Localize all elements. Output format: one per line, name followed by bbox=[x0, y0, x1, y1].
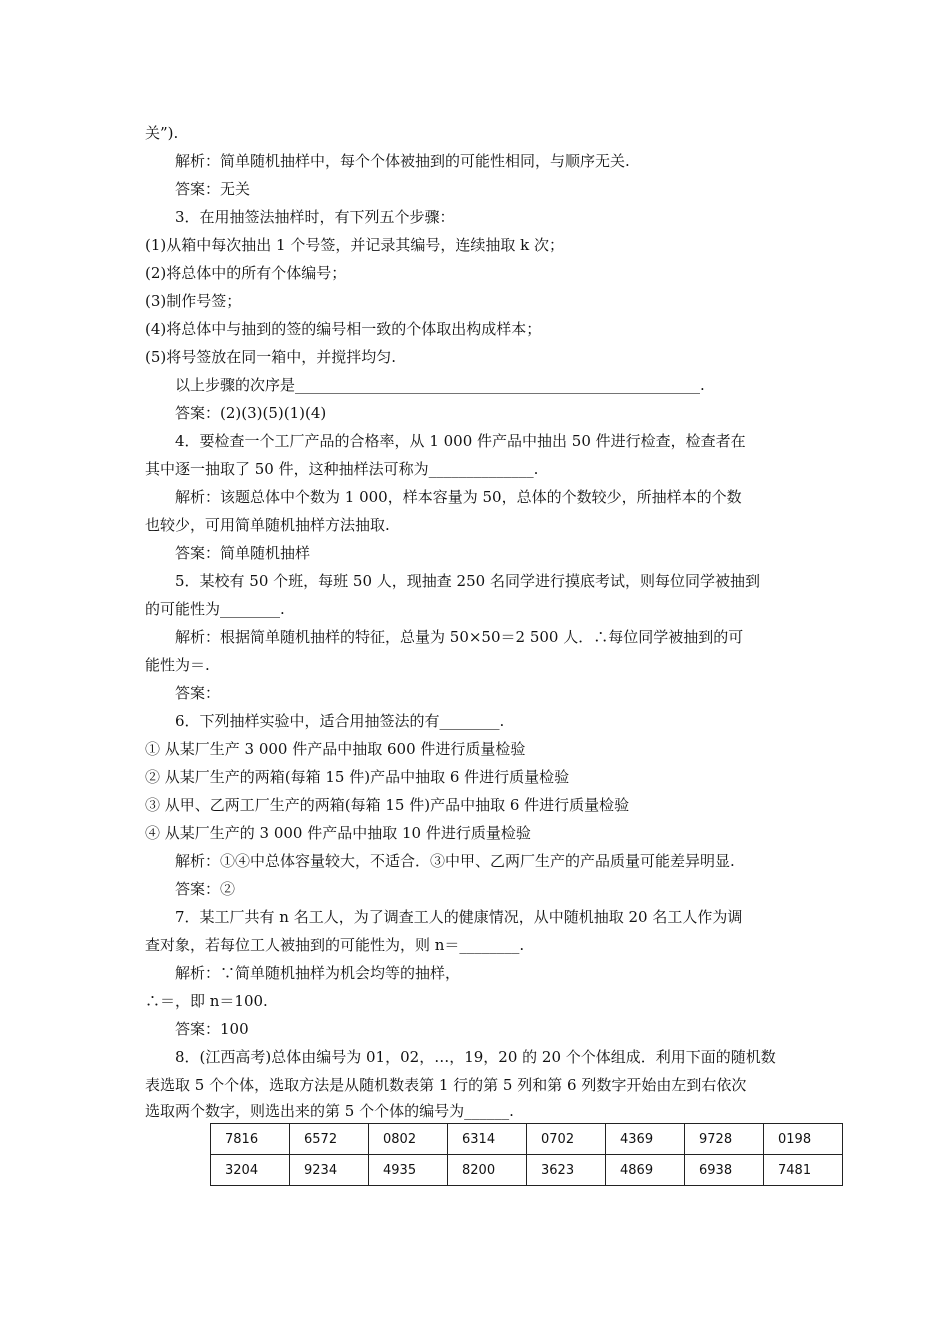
table-cell: 4869 bbox=[606, 1155, 685, 1186]
table-cell: 9234 bbox=[290, 1155, 369, 1186]
solution-line: 解析：∵简单随机抽样为机会均等的抽样， bbox=[175, 964, 461, 982]
table-cell: 0702 bbox=[527, 1124, 606, 1155]
option-4: ④ 从某厂生产的 3 000 件产品中抽取 10 件进行质量检验 bbox=[145, 824, 531, 842]
answer-line: 答案： bbox=[175, 684, 221, 702]
question-8-cont: 选取两个数字，则选出来的第 5 个个体的编号为______. bbox=[145, 1102, 514, 1120]
answer-line: 答案：无关 bbox=[175, 180, 251, 198]
question-5-cont: 的可能性为________. bbox=[145, 600, 285, 618]
table-cell: 0198 bbox=[764, 1124, 843, 1155]
solution-line: 解析：简单随机抽样中，每个个体被抽到的可能性相同，与顺序无关. bbox=[175, 152, 630, 170]
solution-line: 解析：根据简单随机抽样的特征，总量为 50×50＝2 500 人．∴每位同学被抽到的可 bbox=[175, 628, 744, 646]
solution-cont: 能性为＝. bbox=[145, 656, 210, 674]
answer-line: 答案：(2)(3)(5)(1)(4) bbox=[175, 404, 327, 422]
question-4-cont: 其中逐一抽取了 50 件，这种抽样法可称为______________. bbox=[145, 460, 539, 478]
answer-line: 答案：② bbox=[175, 880, 236, 898]
question-5: 5．某校有 50 个班，每班 50 人，现抽查 250 名同学进行摸底考试，则每位同学被抽到 bbox=[175, 572, 760, 590]
option-2: ② 从某厂生产的两箱(每箱 15 件)产品中抽取 6 件进行质量检验 bbox=[145, 768, 570, 786]
table-row bbox=[211, 1155, 843, 1186]
table-cell: 6938 bbox=[685, 1155, 764, 1186]
option-1: ① 从某厂生产 3 000 件产品中抽取 600 件进行质量检验 bbox=[145, 740, 526, 758]
solution-cont: 也较少，可用简单随机抽样方法抽取. bbox=[145, 516, 390, 534]
table-cell: 4935 bbox=[369, 1155, 448, 1186]
step-3: (3)制作号签； bbox=[145, 292, 242, 310]
question-8: 8．(江西高考)总体由编号为 01，02，…，19，20 的 20 个个体组成．利用下面的随机数 bbox=[175, 1048, 776, 1066]
question-7-cont: 查对象，若每位工人被抽到的可能性为，则 n＝________. bbox=[145, 936, 525, 954]
step-2: (2)将总体中的所有个体编号； bbox=[145, 264, 347, 282]
table-cell: 6314 bbox=[448, 1124, 527, 1155]
table-cell: 3204 bbox=[211, 1155, 290, 1186]
table-cell: 7481 bbox=[764, 1155, 843, 1186]
table-row bbox=[211, 1124, 843, 1155]
option-3: ③ 从甲、乙两工厂生产的两箱(每箱 15 件)产品中抽取 6 件进行质量检验 bbox=[145, 796, 630, 814]
question-7: 7．某工厂共有 n 名工人，为了调查工人的健康情况，从中随机抽取 20 名工人作为调 bbox=[175, 908, 743, 926]
solution-line: 解析：该题总体中个数为 1 000，样本容量为 50，总体的个数较少，所抽样本的个数 bbox=[175, 488, 742, 506]
solution-line: 解析：①④中总体容量较大，不适合．③中甲、乙两厂生产的产品质量可能差异明显. bbox=[175, 852, 735, 870]
table-cell: 7816 bbox=[211, 1124, 290, 1155]
table-cell: 4369 bbox=[606, 1124, 685, 1155]
question-8-cont: 表选取 5 个个体，选取方法是从随机数表第 1 行的第 5 列和第 6 列数字开始由左到右依次 bbox=[145, 1076, 747, 1094]
solution-cont: ∴＝，即 n＝100. bbox=[145, 992, 268, 1010]
table-cell: 6572 bbox=[290, 1124, 369, 1155]
table-cell: 8200 bbox=[448, 1155, 527, 1186]
step-4: (4)将总体中与抽到的签的编号相一致的个体取出构成样本； bbox=[145, 320, 542, 338]
answer-line: 答案：简单随机抽样 bbox=[175, 544, 311, 562]
text-line: 关”). bbox=[145, 124, 179, 142]
question-6: 6．下列抽样实验中，适合用抽签法的有________. bbox=[175, 712, 505, 730]
question-3-blank: 以上步骤的次序是______________________________________________________. bbox=[175, 376, 705, 394]
table-cell: 3623 bbox=[527, 1155, 606, 1186]
question-3: 3．在用抽签法抽样时，有下列五个步骤： bbox=[175, 208, 455, 226]
answer-line: 答案：100 bbox=[175, 1020, 249, 1038]
random-number-table bbox=[210, 1123, 843, 1186]
step-5: (5)将号签放在同一箱中，并搅拌均匀. bbox=[145, 348, 397, 366]
question-4: 4．要检查一个工厂产品的合格率，从 1 000 件产品中抽出 50 件进行检查，检查者在 bbox=[175, 432, 746, 450]
step-1: (1)从箱中每次抽出 1 个号签，并记录其编号，连续抽取 k 次； bbox=[145, 236, 564, 254]
table-cell: 9728 bbox=[685, 1124, 764, 1155]
table-cell: 0802 bbox=[369, 1124, 448, 1155]
